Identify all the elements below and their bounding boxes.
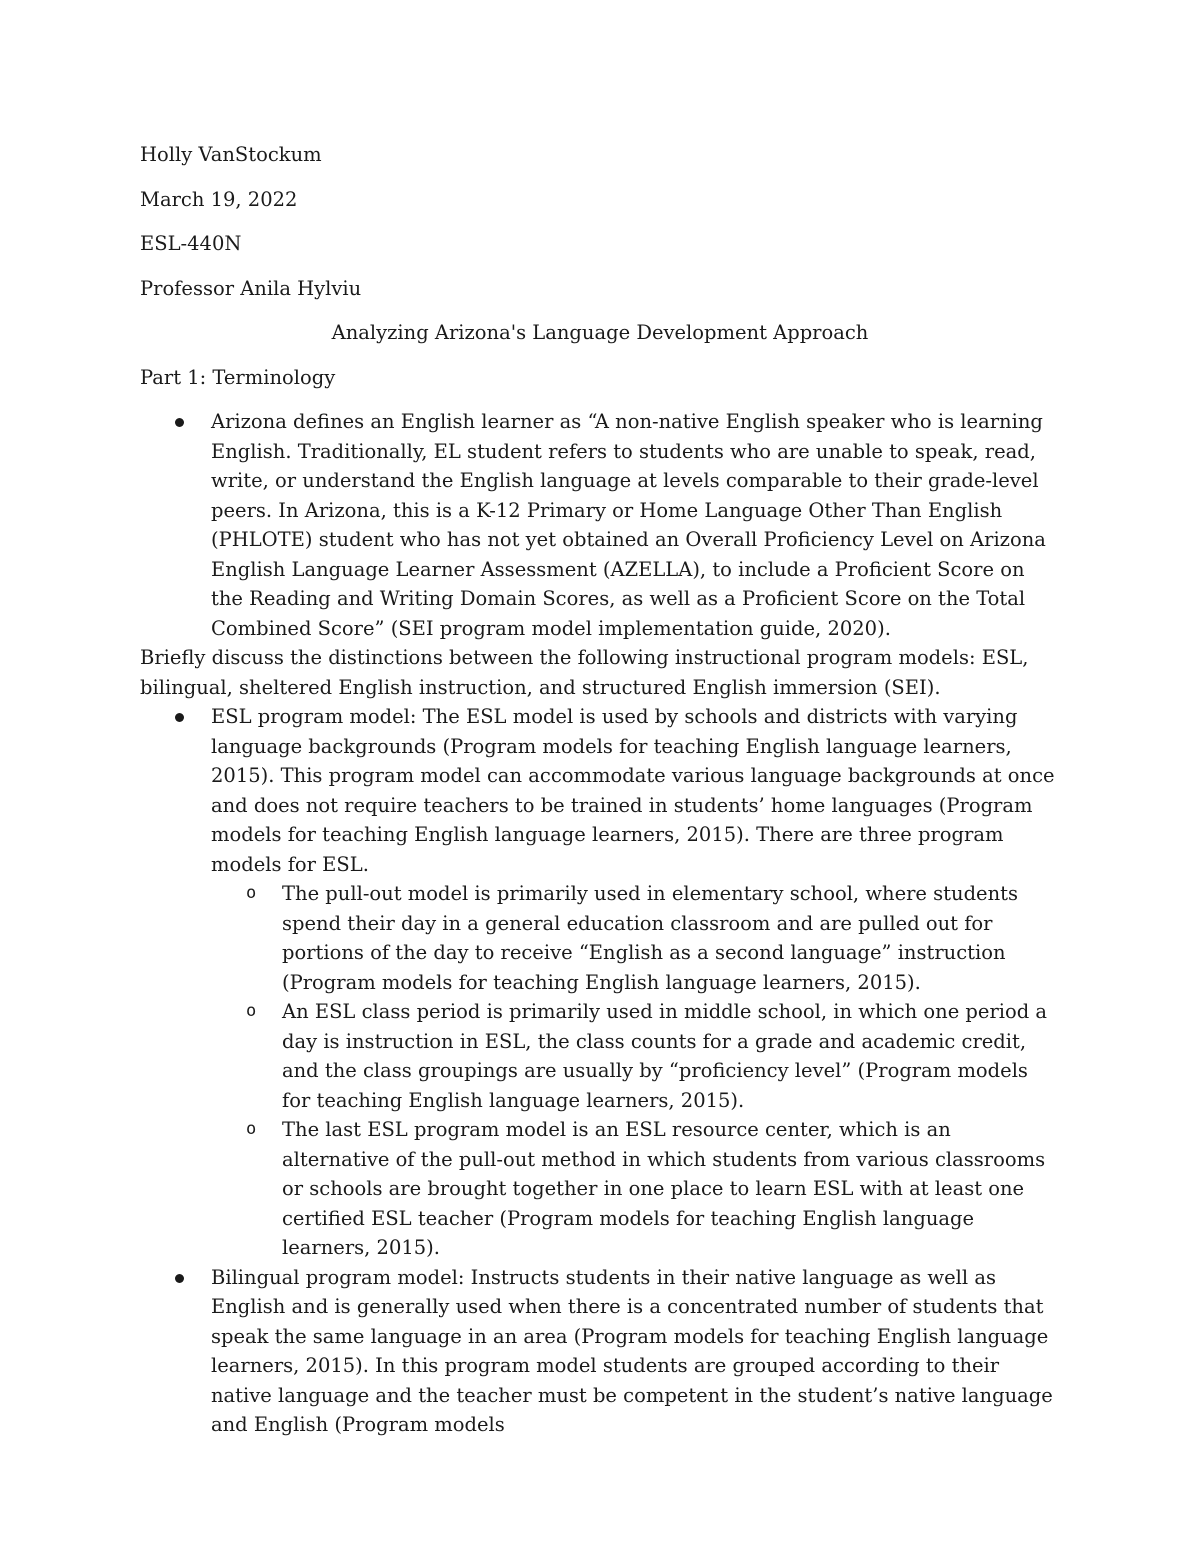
- part1-bullet-list: [140, 407, 1060, 643]
- sub-list-item: [211, 879, 1060, 997]
- list-item: [140, 1263, 1060, 1440]
- esl-program-model-text: ESL program model: The ESL model is used by schools and districts with varying language backgrounds (Program models for teaching English language learners, 2015). This program model can accommodate various language backgrounds at once and does not require teachers to be trained in students’ home languages (Program models for teaching English language learners, 2015). There are three program models for ESL.: [211, 705, 1055, 876]
- submission-date: March 19, 2022: [140, 187, 298, 211]
- list-item: [140, 407, 1060, 643]
- esl-sub-list: [211, 879, 1060, 1263]
- discussion-prompt: Briefly discuss the distinctions between the following instructional program models: ESL, bilingual, sheltered English instruction, and structured English immersion (SEI).: [140, 646, 1029, 699]
- course-code: ESL-440N: [140, 232, 242, 255]
- circle-bullet-icon: o: [246, 1001, 257, 1021]
- bilingual-program-model-text: Bilingual program model: Instructs students in their native language as well as English and is generally used when there is a concentrated number of students that speak the same language in an area (Program models for teaching English language learners, 2015). In this program model students are grouped according to their native language and the teacher must be competent in the student’s native language and English (Program models: [211, 1265, 1053, 1436]
- document-page: [140, 140, 1060, 1440]
- bullet-icon: [175, 418, 184, 427]
- esl-class-period-text: An ESL class period is primarily used in middle school, in which one period a day is instruction in ESL, the class counts for a grade and academic credit, and the class groupings are usually by “proficiency level” (Program models for teaching English language learners, 2015).: [282, 1000, 1048, 1112]
- bullet-icon: [175, 1274, 184, 1283]
- circle-bullet-icon: o: [246, 1119, 257, 1139]
- circle-bullet-icon: o: [246, 883, 257, 903]
- document-title: Analyzing Arizona's Language Development Approach: [331, 321, 869, 344]
- esl-resource-center-text: The last ESL program model is an ESL resource center, which is an alternative of the pull-out method in which students from various classrooms or schools are brought together in one place to learn ESL with at least one certified ESL teacher (Program models for teaching English language learners, 2015).: [282, 1118, 1046, 1259]
- bullet-icon: [175, 713, 184, 722]
- author-name: Holly VanStockum: [140, 143, 322, 166]
- part1-heading: Part 1: Terminology: [140, 365, 336, 389]
- pull-out-model-text: The pull-out model is primarily used in elementary school, where students spend their day in a general education classroom and are pulled out for portions of the day to receive “English as a second language” instruction (Program models for teaching English language learners, 2015).: [282, 882, 1019, 994]
- professor-name: Professor Anila Hylviu: [140, 276, 362, 300]
- sub-list-item: [211, 997, 1060, 1115]
- list-item: [140, 702, 1060, 1263]
- program-models-list: [140, 702, 1060, 1440]
- sub-list-item: [211, 1115, 1060, 1263]
- english-learner-definition: Arizona defines an English learner as “A non-native English speaker who is learning English. Traditionally, EL student refers to students who are unable to speak, read, write, or understand the English language at levels comparable to their grade-level peers. In Arizona, this is a K-12 Primary or Home Language Other Than English (PHLOTE) student who has not yet obtained an Overall Proficiency Level on Arizona English Language Learner Assessment (AZELLA), to include a Proficient Score on the Reading and Writing Domain Scores, as well as a Proficient Score on the Total Combined Score” (SEI program model implementation guide, 2020).: [211, 410, 1046, 640]
